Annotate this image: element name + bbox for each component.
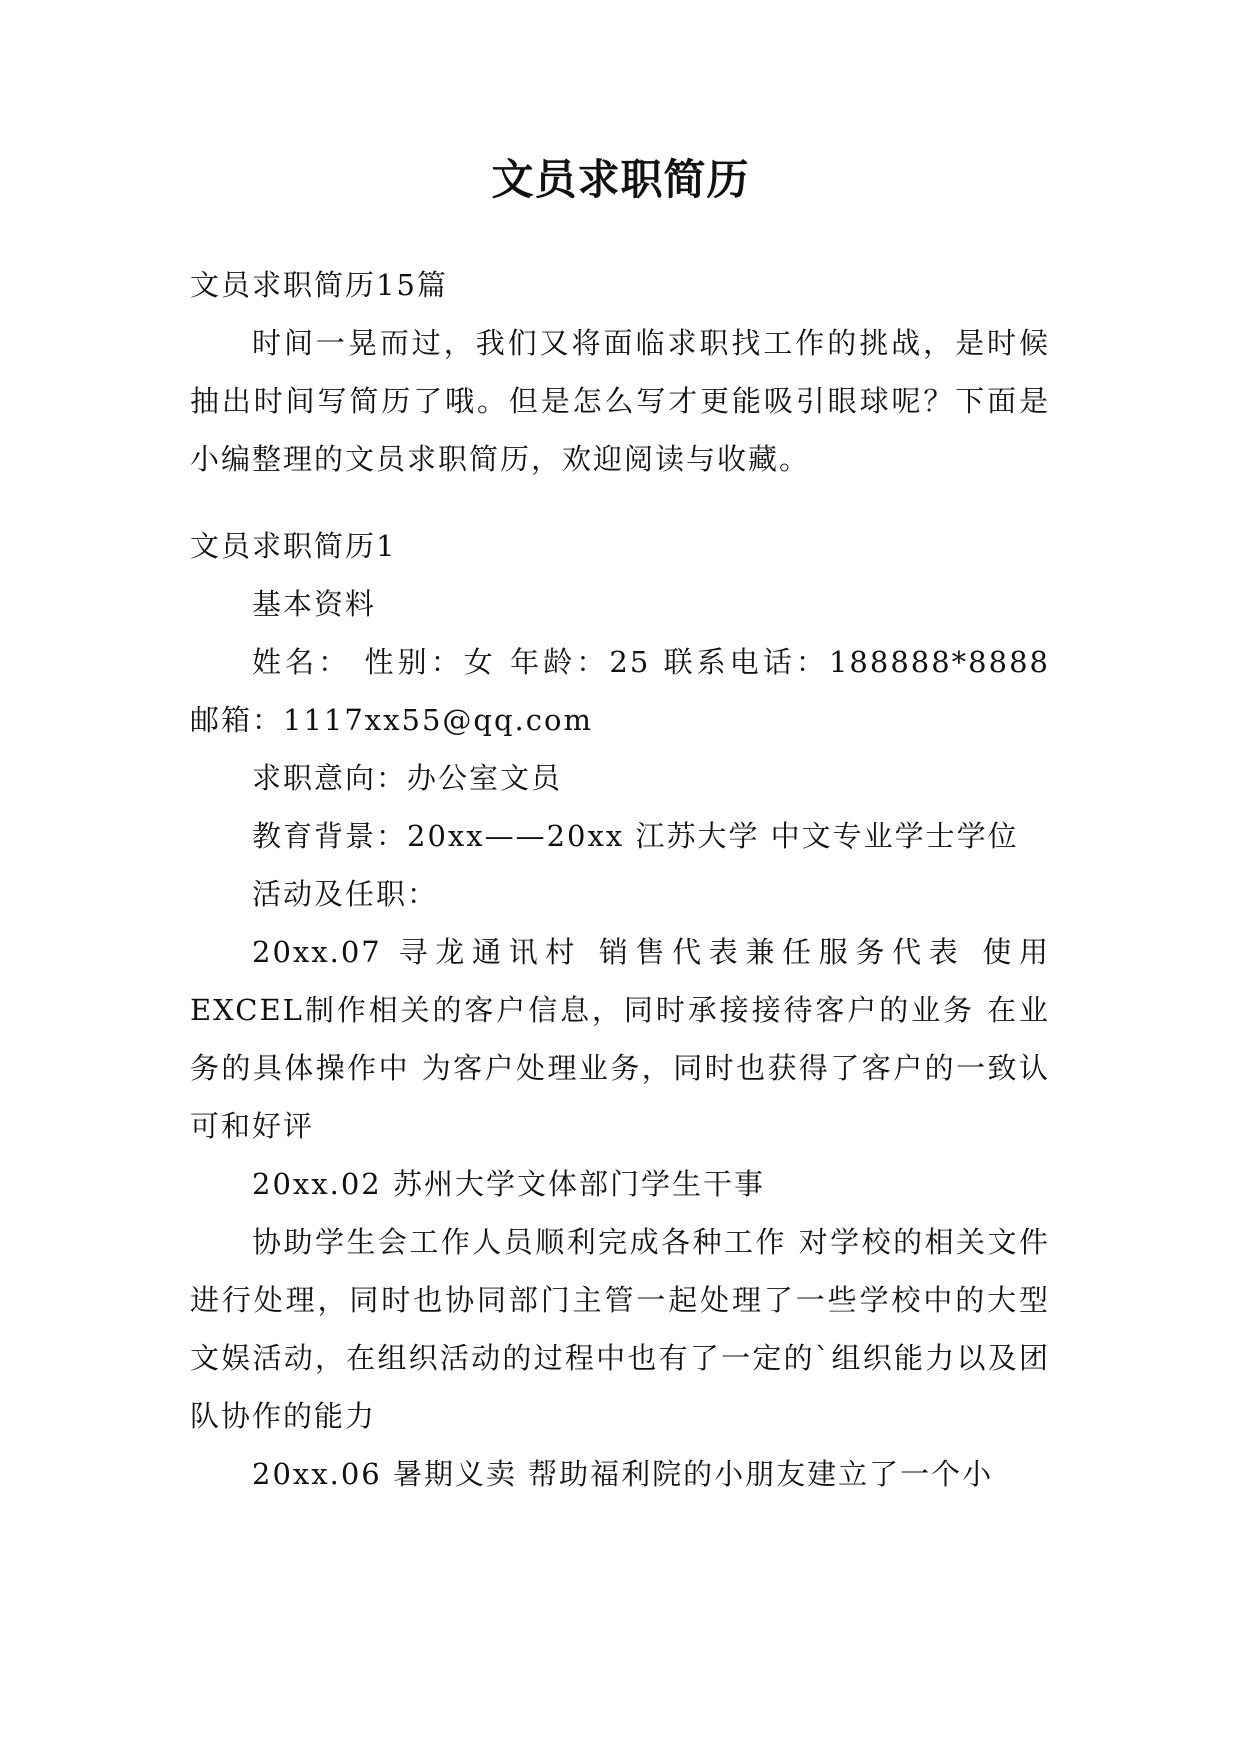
- activity-paragraph-2: 协助学生会工作人员顺利完成各种工作 对学校的相关文件进行处理，同时也协同部门主管一起处理了一些学校中的大型文娱活动，在组织活动的过程中也有了一定的`组织能力以及团队协作的能力: [190, 1225, 1050, 1433]
- personal-info-paragraph: 姓名： 性别：女 年龄：25 联系电话：188888*8888 邮箱：1117xx55@qq.com: [190, 645, 1050, 737]
- intro-paragraph: 时间一晃而过，我们又将面临求职找工作的挑战，是时候抽出时间写简历了哦。但是怎么写才更能吸引眼球呢？下面是小编整理的文员求职简历，欢迎阅读与收藏。: [190, 326, 1050, 476]
- activity-3-line: 20xx.06 暑期义卖 帮助福利院的小朋友建立了一个小: [252, 1457, 994, 1491]
- article-heading: 文员求职简历15篇: [190, 268, 448, 302]
- section-heading: 文员求职简历1: [190, 529, 397, 563]
- activity-2-title: 20xx.02 苏州大学文体部门学生干事: [252, 1167, 765, 1201]
- resume-section-1: [190, 517, 1050, 1503]
- activities-label: 活动及任职：: [252, 877, 439, 911]
- document-title: 文员求职简历: [491, 155, 750, 204]
- basic-info-label: 基本资料: [252, 587, 377, 621]
- intro-block: [190, 256, 1050, 488]
- job-intention-line: 求职意向：办公室文员: [252, 761, 563, 795]
- activity-paragraph-1: 20xx.07 寻龙通讯村 销售代表兼任服务代表 使用EXCEL制作相关的客户信息，同时承接接待客户的业务 在业务的具体操作中 为客户处理业务，同时也获得了客户的一致认可和好评: [190, 935, 1050, 1143]
- education-line: 教育背景：20xx——20xx 江苏大学 中文专业学士学位: [252, 819, 1019, 853]
